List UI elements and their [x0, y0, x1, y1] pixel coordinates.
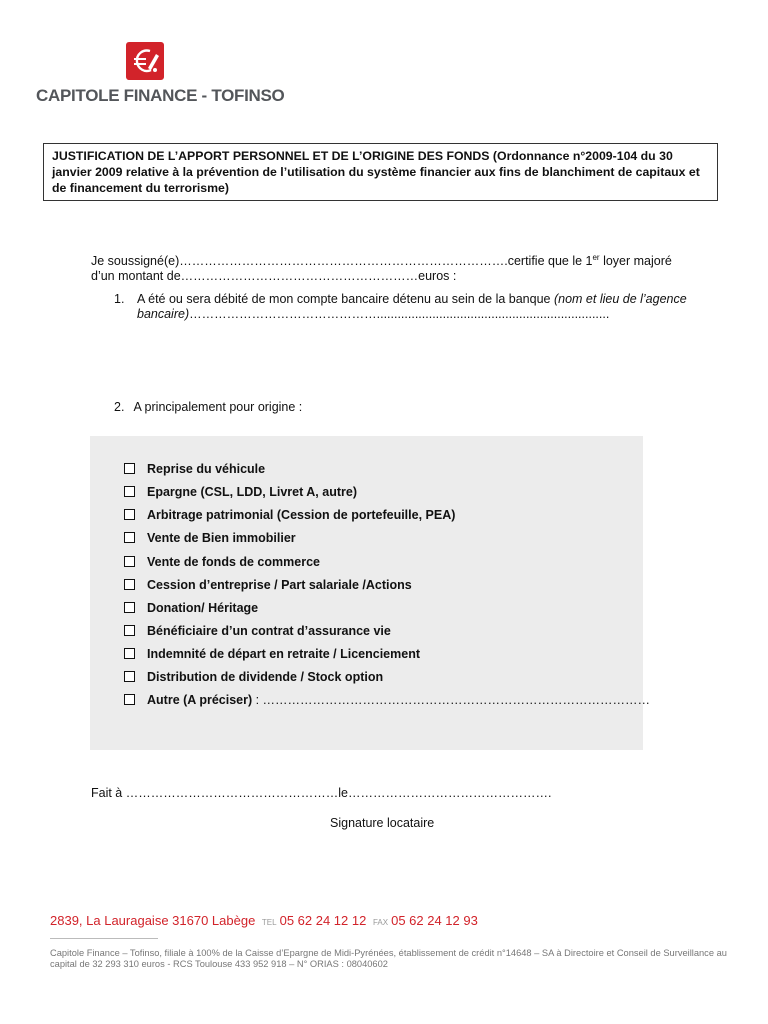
option-vente-fonds-commerce[interactable] — [124, 555, 320, 573]
checkbox[interactable] — [124, 602, 135, 613]
checkbox[interactable] — [124, 486, 135, 497]
legal-notice: Capitole Finance – Tofinso, filiale à 100% de la Caisse d’Epargne de Midi-Pyrénées, établissement de crédit n°14648 – SA à Directoire et Conseil de Surveillance au capital de 32 293 310 euros - RCS Toulouse 433 952 918 – N° ORIAS : 08040602 — [50, 948, 727, 969]
company-logo — [36, 36, 285, 112]
option-label: Reprise du véhicule — [147, 462, 266, 476]
declaration-line-1: Je soussigné(e)…………………………………………………………………….certifie que le 1er loyer majoré — [91, 253, 672, 269]
option-label: Vente de fonds de commerce — [147, 555, 320, 569]
declaration-text — [91, 250, 691, 284]
checkbox[interactable] — [124, 532, 135, 543]
declaration-line-2: d’un montant de…………………………………………………euros : — [91, 269, 457, 284]
option-label: Donation/ Héritage — [147, 601, 259, 615]
origin-options-panel — [90, 436, 651, 750]
checkbox[interactable] — [124, 671, 135, 682]
fax-label: FAX — [372, 918, 389, 927]
list-number: 2. — [114, 400, 125, 414]
option-epargne[interactable] — [124, 485, 357, 503]
option-assurance-vie[interactable] — [124, 624, 391, 642]
checkbox[interactable] — [124, 694, 135, 705]
place-date-line: Fait à ……………………………………………le…………………………………………. — [91, 786, 552, 800]
option-label: Indemnité de départ en retraite / Licenciement — [147, 647, 420, 661]
signature-label: Signature locataire — [330, 816, 435, 830]
option-cession-entreprise[interactable] — [124, 578, 412, 596]
checkbox[interactable] — [124, 579, 135, 590]
option-label: Cession d’entreprise / Part salariale /Actions — [147, 578, 412, 592]
option-distribution-dividende[interactable] — [124, 670, 383, 688]
option-label: Epargne (CSL, LDD, Livret A, autre) — [147, 485, 357, 499]
list-item-origin — [114, 400, 302, 414]
list-number: 1. — [114, 292, 125, 306]
other-specify-field[interactable]: : ………………………………………………………………………………… — [252, 693, 651, 707]
tel-label: TEL — [261, 918, 277, 927]
option-label: Distribution de dividende / Stock option — [147, 670, 384, 684]
footer-divider — [50, 938, 158, 939]
euro-ribbon-logo-icon — [126, 42, 164, 80]
checkbox[interactable] — [124, 625, 135, 636]
option-indemnite-depart[interactable] — [124, 647, 420, 665]
option-label: Vente de Bien immobilier — [147, 531, 296, 545]
checkbox[interactable] — [124, 648, 135, 659]
option-vente-bien-immobilier[interactable] — [124, 531, 296, 549]
option-autre[interactable] — [124, 693, 650, 711]
company-name-logo-text: CAPITOLE FINANCE - TOFINSO — [36, 86, 285, 105]
option-label: Autre (A préciser) — [147, 693, 253, 707]
option-label: Bénéficiaire d’un contrat d’assurance vie — [147, 624, 391, 638]
option-reprise-vehicule[interactable] — [124, 462, 265, 480]
list-item-text: A été ou sera débité de mon compte bancaire détenu au sein de la banque (nom et lieu de l’agence bancaire)………………………………………................................................................... — [137, 292, 687, 321]
option-donation-heritage[interactable] — [124, 601, 258, 619]
checkbox[interactable] — [124, 509, 135, 520]
footer-address — [50, 913, 478, 928]
list-item-text: A principalement pour origine : — [133, 400, 303, 414]
fax-number: 05 62 24 12 93 — [391, 913, 478, 928]
document-title: JUSTIFICATION DE L’APPORT PERSONNEL ET DE L’ORIGINE DES FONDS (Ordonnance n°2009-104 du 30 janvier 2009 relative à la prévention de l’utilisation du système financier aux fins de blanchiment de capitaux et de financement du terrorisme) — [43, 143, 718, 201]
tel-number: 05 62 24 12 12 — [279, 913, 367, 928]
option-arbitrage-patrimonial[interactable] — [124, 508, 455, 526]
checkbox[interactable] — [124, 556, 135, 567]
address-street: 2839, La Lauragaise 31670 Labège — [50, 913, 256, 928]
checkbox[interactable] — [124, 463, 135, 474]
option-label: Arbitrage patrimonial (Cession de portefeuille, PEA) — [147, 508, 456, 522]
